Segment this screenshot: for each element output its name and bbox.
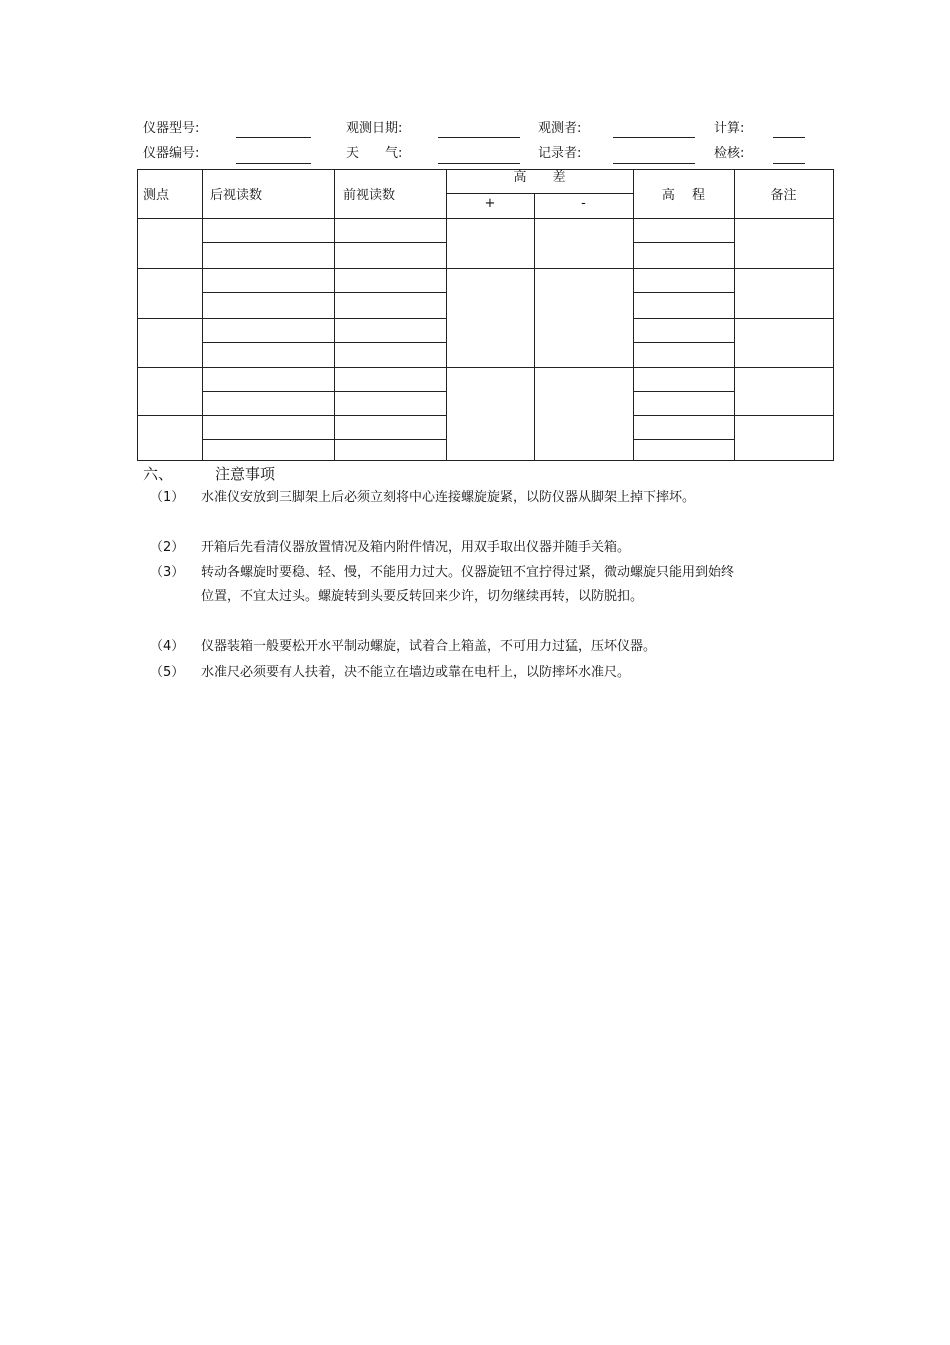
table-subrow-line bbox=[202, 391, 446, 392]
table-subrow-line bbox=[202, 242, 446, 243]
table-right-border bbox=[833, 169, 834, 461]
table-bottom-border bbox=[137, 460, 834, 461]
observation-date-field[interactable] bbox=[438, 137, 520, 138]
table-col-divider bbox=[734, 169, 735, 461]
note-number: （3） bbox=[150, 565, 185, 580]
table-col-divider bbox=[202, 169, 203, 461]
check-field[interactable] bbox=[773, 163, 805, 164]
col-elevation-header: 高 程 bbox=[661, 188, 706, 203]
table-subrow-line bbox=[633, 439, 734, 440]
col-height-diff-header: 高 差 bbox=[513, 170, 566, 185]
table-subrow-line bbox=[633, 391, 734, 392]
table-subrow-line bbox=[202, 342, 446, 343]
note-number: （5） bbox=[150, 665, 185, 680]
table-subrow-line bbox=[202, 292, 446, 293]
weather-field[interactable] bbox=[438, 163, 520, 164]
table-subrow-line bbox=[633, 342, 734, 343]
observer-label: 观测者: bbox=[538, 121, 582, 136]
section-title: 注意事项 bbox=[215, 465, 276, 483]
observer-field[interactable] bbox=[613, 137, 695, 138]
table-col-divider bbox=[633, 169, 634, 461]
note-text: 开箱后先看清仪器放置情况及箱内附件情况，用双手取出仪器并随手关箱。 bbox=[201, 540, 631, 555]
col-station-header: 测点 bbox=[143, 188, 170, 203]
col-remarks-header: 备注 bbox=[770, 188, 797, 203]
instrument-number-label: 仪器编号: bbox=[143, 146, 200, 161]
note-text: 水准仪安放到三脚架上后必须立刻将中心连接螺旋旋紧，以防仪器从脚架上掉下摔坏。 bbox=[201, 490, 696, 505]
table-left-border bbox=[137, 169, 138, 461]
note-number: （1） bbox=[150, 490, 185, 505]
instrument-model-field[interactable] bbox=[236, 137, 311, 138]
recorder-label: 记录者: bbox=[538, 146, 582, 161]
table-header-bottom bbox=[137, 218, 834, 219]
table-col-divider bbox=[446, 169, 447, 461]
col-minus-header: - bbox=[581, 196, 586, 211]
table-col-divider bbox=[334, 169, 335, 461]
calculation-field[interactable] bbox=[773, 137, 805, 138]
table-col-divider bbox=[534, 193, 535, 461]
note-number: （2） bbox=[150, 540, 185, 555]
note-text: 水准尺必须要有人扶着，决不能立在墙边或靠在电杆上，以防摔坏水准尺。 bbox=[201, 665, 631, 680]
instrument-number-field[interactable] bbox=[236, 163, 311, 164]
check-label: 检核: bbox=[714, 146, 745, 161]
section-heading bbox=[143, 464, 275, 484]
instrument-model-label: 仪器型号: bbox=[143, 121, 200, 136]
note-text: 仪器装箱一般要松开水平制动螺旋，试着合上箱盖，不可用力过猛，压坏仪器。 bbox=[201, 639, 657, 654]
table-subrow-line bbox=[633, 292, 734, 293]
note-text: 转动各螺旋时要稳、轻、慢，不能用力过大。仪器旋钮不宜拧得过紧，微动螺旋只能用到始终位置，不宜太过头。螺旋转到头要反转回来少许，切勿继续再转，以防脱扣。 bbox=[201, 565, 735, 604]
observation-date-label: 观测日期: bbox=[346, 121, 403, 136]
table-subrow-line bbox=[202, 439, 446, 440]
table-row-divider bbox=[137, 268, 834, 269]
table-row-divider bbox=[137, 415, 446, 416]
height-diff-subheader-line bbox=[446, 193, 633, 194]
table-row-divider bbox=[137, 367, 834, 368]
weather-label: 天 气: bbox=[346, 146, 403, 161]
section-number: 六、 bbox=[143, 465, 174, 483]
table-row-divider bbox=[137, 318, 446, 319]
table-subrow-line bbox=[633, 242, 734, 243]
col-plus-header: + bbox=[484, 196, 496, 211]
recorder-field[interactable] bbox=[613, 163, 695, 164]
col-foresight-header: 前视读数 bbox=[343, 188, 396, 203]
col-backsight-header: 后视读数 bbox=[210, 188, 263, 203]
calculation-label: 计算: bbox=[714, 121, 745, 136]
note-number: （4） bbox=[150, 639, 185, 654]
